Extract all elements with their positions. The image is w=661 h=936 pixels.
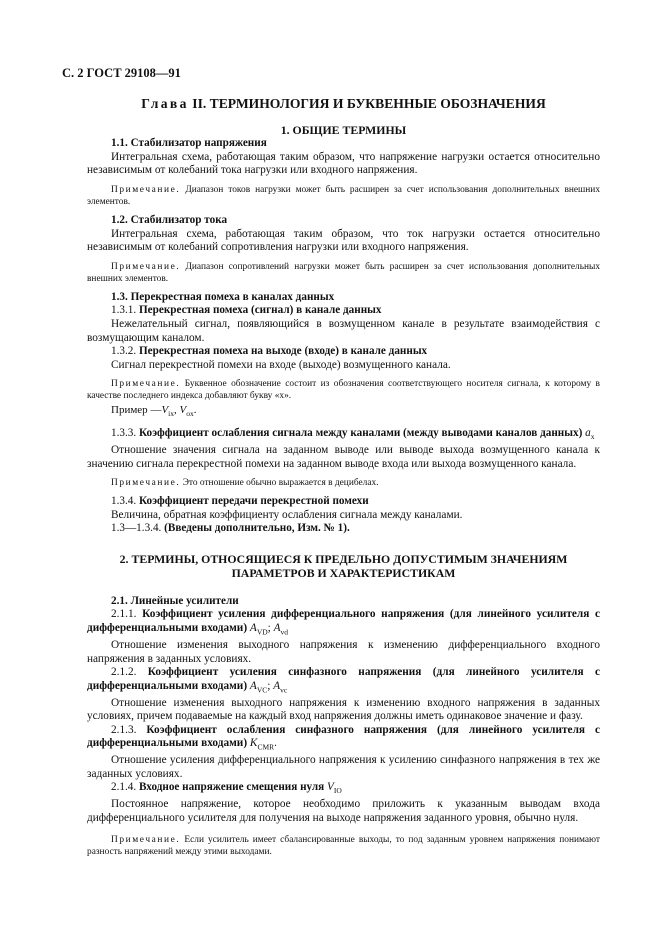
symbol-subscript: ix bbox=[168, 409, 175, 419]
section-1-title: 1. ОБЩИЕ ТЕРМИНЫ bbox=[280, 122, 407, 137]
amendment-note bbox=[87, 522, 600, 536]
term-1-3-4-definition: Величина, обратная коэффициенту ослабления сигнала между каналами. bbox=[111, 508, 463, 521]
section-2-title-line2: ПАРАМЕТРОВ И ХАРАКТЕРИСТИКАМ bbox=[231, 566, 456, 581]
term-2-1-2: 2.1.2. Коэффициент усиления синфазного напряжения (для линейного усилителя с дифференциальными входами) $A_{VC}$; $A_{vc}$ bbox=[87, 666, 600, 694]
term-1-3-2-note bbox=[87, 378, 600, 402]
term-name: Перекрестная помеха на выходе (входе) в канале данных bbox=[138, 345, 428, 358]
term-number: 1.3.4. bbox=[111, 495, 137, 508]
term-1-3-3 bbox=[87, 427, 600, 444]
term-number: 2.1.2. bbox=[111, 666, 137, 679]
term-name: Коэффициент передачи перекрестной помехи bbox=[138, 495, 369, 508]
term-2-1-1: 2.1.1. Коэффициент усиления дифференциального напряжения (для линейного усилителя с дифференциальными входами) $A_{VD}$; $A_{vd}$ bbox=[87, 608, 601, 637]
symbol: K bbox=[249, 737, 258, 750]
term-1-2: 1.2. Стабилизатор тока bbox=[111, 213, 228, 226]
term-1-3-2 bbox=[87, 345, 600, 359]
chapter-title bbox=[87, 97, 600, 111]
symbol: V bbox=[326, 781, 334, 794]
symbol-subscript: x bbox=[590, 432, 595, 442]
amendment-range: 1.3—1.3.4. bbox=[111, 522, 162, 535]
term-1-3-1 bbox=[87, 304, 600, 318]
term-1-3-4 bbox=[87, 495, 600, 509]
term-name: Коэффициент усиления синфазного напряжения (для линейного усилителя с дифференциальными входами) bbox=[87, 666, 600, 692]
term-1-3-1-definition: Нежелательный сигнал, появляющийся в возмущенном канале в результате взаимодействия с возмущающим каналом. bbox=[87, 317, 600, 344]
symbol-subscript: vd bbox=[280, 627, 289, 637]
symbol-subscript: ox bbox=[186, 409, 194, 419]
symbol: A bbox=[249, 622, 257, 635]
note-text: Диапазон сопротивлений нагрузки может быть расширен за счет использования дополнительных внешних элементов. bbox=[87, 261, 601, 284]
term-number: 1.3.2. bbox=[111, 345, 137, 358]
symbol: V bbox=[161, 404, 169, 417]
term-number: 2.1.3. bbox=[111, 723, 137, 736]
note-label: Примечание. bbox=[111, 478, 181, 489]
term-2-1-4 bbox=[87, 781, 600, 798]
term-number: 2.1.1. bbox=[111, 608, 137, 621]
example-line: Пример $—V_{ix}$, $V_{ox}$. bbox=[111, 404, 197, 419]
note-label: Примечание. bbox=[111, 261, 181, 272]
term-name: Коэффициент ослабления сигнала между каналами (между выводами каналов данных) bbox=[138, 427, 583, 440]
term-2-1-3-definition: Отношение усиления дифференциального напряжения к усилению синфазного напряжения в тех же заданных условиях. bbox=[87, 754, 600, 780]
term-1-3-3-definition: Отношение значения сигнала на заданном выводе или выводе выхода возмущенного канала к значению сигнала перекрестной помехи на заданном выводе входа или выхода возмущенного канала. bbox=[87, 443, 600, 470]
term-1-1: 1.1. Стабилизатор напряжения bbox=[111, 137, 267, 150]
term-2-1-4-note bbox=[87, 834, 600, 858]
note-label: Примечание. bbox=[111, 184, 181, 195]
note-text: Диапазон токов нагрузки может быть расширен за счет использования дополнительных внешних элементов. bbox=[87, 184, 601, 207]
symbol: V bbox=[179, 404, 187, 417]
chapter-label: Глава bbox=[141, 96, 189, 111]
amendment-text: (Введены дополнительно, Изм. № 1). bbox=[164, 522, 350, 535]
term-2-1: 2.1. Линейные усилители bbox=[111, 594, 239, 607]
term-1-3: 1.3. Перекрестная помеха в каналах данных bbox=[111, 290, 335, 303]
document-body bbox=[87, 97, 600, 858]
term-2-1-1-definition: Отношение изменения выходного напряжения к изменению дифференциального входного напряжения в заданных условиях. bbox=[87, 638, 600, 665]
chapter-title-text: II. ТЕРМИНОЛОГИЯ И БУКВЕННЫЕ ОБОЗНАЧЕНИЯ bbox=[188, 96, 546, 111]
term-name: Коэффициент ослабления синфазного напряжения (для линейного усилителя с дифференциальными входами) bbox=[87, 723, 600, 750]
page-header: С. 2 ГОСТ 29108—91 bbox=[62, 66, 181, 80]
term-number: 2.1.4. bbox=[111, 781, 137, 794]
symbol-subscript: vc bbox=[280, 684, 288, 694]
section-2-title bbox=[87, 552, 600, 581]
symbol: A bbox=[273, 622, 281, 635]
term-name: Коэффициент усиления дифференциального напряжения (для линейного усилителя с дифференциальными входами) bbox=[87, 608, 601, 635]
term-number: 1.3.1. bbox=[111, 304, 137, 317]
term-1-2-note bbox=[87, 261, 600, 285]
term-1-3-2-definition: Сигнал перекрестной помехи на входе (выходе) возмущенного канала. bbox=[111, 358, 451, 371]
term-1-1-definition: Интегральная схема, работающая таким образом, что напряжение нагрузки остается относительно независимым от колебаний тока нагрузки или входного напряжения. bbox=[87, 150, 600, 177]
note-text: Если усилитель имеет сбалансированные выходы, то под заданным уровнем напряжения понимают разность напряжений между этими выходами. bbox=[87, 835, 600, 858]
symbol-subscript: CMR bbox=[257, 742, 275, 752]
term-2-1-4-definition: Постоянное напряжение, которое необходимо приложить к указанным выводам входа дифференциального усилителя для получения на выходе напряжения заданного уровня, обычно нуля. bbox=[87, 798, 600, 824]
section-2-title-line1: 2. ТЕРМИНЫ, ОТНОСЯЩИЕСЯ К ПРЕДЕЛЬНО ДОПУСТИМЫМ ЗНАЧЕНИЯМ bbox=[119, 551, 568, 566]
symbol: A bbox=[249, 679, 257, 692]
term-name: Входное напряжение смещения нуля bbox=[138, 781, 325, 794]
term-2-1-3: 2.1.3. Коэффициент ослабления синфазного напряжения (для линейного усилителя с дифференциальными входами) $K_{CMR}$. bbox=[87, 723, 600, 752]
term-1-2-definition: Интегральная схема, работающая таким образом, что ток нагрузки остается относительно независимым от колебаний сопротивления нагрузки или входного напряжения. bbox=[87, 227, 600, 254]
symbol-subscript: IO bbox=[333, 786, 342, 796]
term-name: Перекрестная помеха (сигнал) в канале данных bbox=[138, 304, 382, 317]
example-label: Пример bbox=[111, 404, 148, 417]
term-2-1-2-definition: Отношение изменения выходного напряжения к изменению входного напряжения в заданных условиях, причем подаваемые на каждый вход напряжения должны иметь одинаковое значение и фазу. bbox=[87, 696, 600, 723]
term-1-3-3-note bbox=[87, 477, 600, 489]
note-text: Это отношение обычно выражается в децибелах. bbox=[182, 478, 379, 489]
note-label: Примечание. bbox=[111, 379, 181, 390]
note-label: Примечание. bbox=[111, 835, 181, 846]
term-number: 1.3.3. bbox=[111, 427, 137, 440]
term-1-1-note bbox=[87, 184, 600, 208]
symbol: A bbox=[273, 679, 281, 692]
note-text: Буквенное обозначение состоит из обозначения соответствующего носителя сигнала, к которому в качестве последнего индекса добавляют букву «х». bbox=[87, 379, 600, 402]
symbol-subscript: VD bbox=[256, 627, 268, 637]
symbol: a bbox=[585, 427, 591, 440]
symbol-subscript: VC bbox=[256, 684, 268, 694]
